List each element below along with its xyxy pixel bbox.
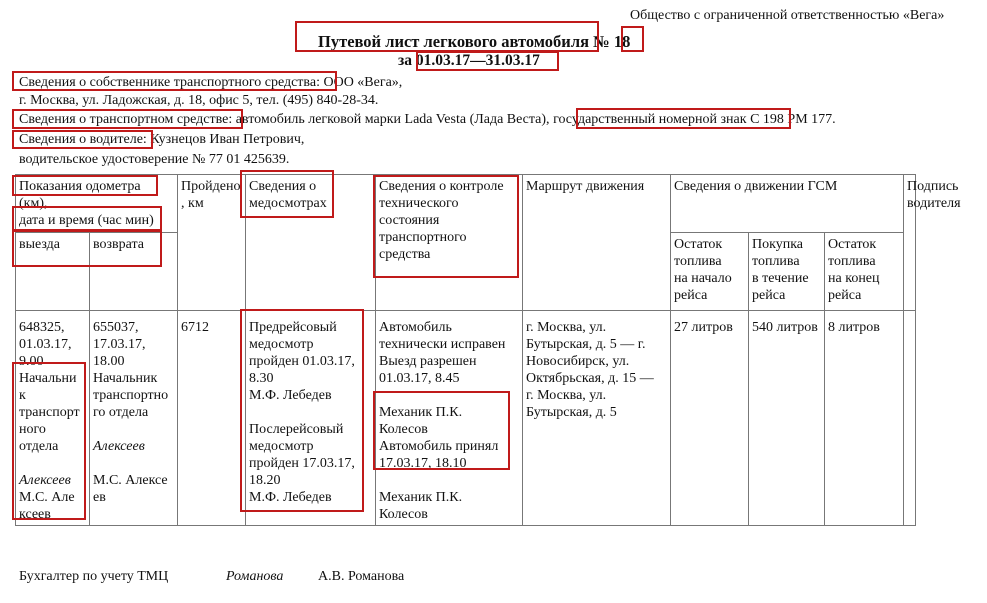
departure-signer-name: М.С. Але: [19, 490, 75, 505]
medical-post-line: медосмотр: [249, 439, 314, 454]
period-value: 01.03.17—31.03.17: [415, 52, 540, 69]
tech-mechanic-line: Колесов: [379, 507, 428, 522]
fuel-end-header: [825, 233, 904, 311]
tech-post-line: Автомобиль принял: [379, 439, 499, 454]
departure-signer: Начальни: [19, 371, 77, 386]
vehicle-value: автомобиль легковой марки Lada Vesta (Лада Веста),: [232, 112, 550, 127]
tech-header-line: Сведения о контроле: [379, 179, 504, 194]
distance-cell: 6712: [178, 311, 246, 526]
route-line: г. Москва, ул.: [526, 320, 607, 335]
tech-header-line: состояния: [379, 213, 440, 228]
departure-signer: транспорт: [19, 405, 80, 420]
departure-value: 9.00: [19, 354, 44, 369]
return-value: 17.03.17,: [93, 337, 146, 352]
waybill-number: 18: [613, 32, 631, 51]
route-line: г. Москва, ул.: [526, 388, 607, 403]
tech-pre-line: технически исправен: [379, 337, 506, 352]
fuel-purchase-header-line: рейса: [752, 288, 786, 303]
odometer-header-line: Показания одометра: [19, 179, 141, 194]
tech-post-line: 17.03.17, 18.10: [379, 456, 467, 471]
driver-line: [19, 132, 304, 148]
odometer-header: [16, 175, 178, 233]
return-signer: транспортно: [93, 388, 169, 403]
owner-label: Сведения о собственнике транспортного средства:: [19, 75, 320, 90]
route-cell: [523, 311, 671, 526]
route-line: Новосибирск, ул.: [526, 354, 630, 369]
tech-mechanic-line: Механик П.К.: [379, 490, 463, 505]
medical-post-line: Послерейсовый: [249, 422, 344, 437]
fuel-end-cell: 8 литров: [825, 311, 904, 526]
owner-line: [19, 75, 402, 91]
fuel-start-header-line: топлива: [674, 254, 722, 269]
tech-pre-line: 01.03.17, 8.45: [379, 371, 460, 386]
departure-value: 648325,: [19, 320, 65, 335]
tech-pre-line: Выезд разрешен: [379, 354, 477, 369]
departure-signer: ного: [19, 422, 46, 437]
route-header: Маршрут движения: [523, 175, 671, 311]
departure-signature: Алексеев: [19, 473, 71, 488]
fuel-start-header-line: рейса: [674, 288, 708, 303]
medical-post-line: 18.20: [249, 473, 281, 488]
departure-signer-name: ксеев: [19, 507, 51, 522]
driver-label: Сведения о водителе:: [19, 132, 147, 147]
tech-post-line: Колесов: [379, 422, 428, 437]
medical-pre-line: 8.30: [249, 371, 274, 386]
medical-pre-line: пройден 01.03.17,: [249, 354, 355, 369]
medical-header: [246, 175, 376, 311]
return-signer: го отдела: [93, 405, 149, 420]
return-value: 18.00: [93, 354, 125, 369]
medical-pre-line: медосмотр: [249, 337, 314, 352]
departure-value: 01.03.17,: [19, 337, 72, 352]
driver-signature-cell: [904, 311, 916, 526]
period-prefix: за: [398, 52, 412, 69]
distance-header-line: Пройдено: [181, 179, 241, 194]
distance-header-line: , км: [181, 196, 204, 211]
organization-name: Общество с ограниченной ответственностью «Вега»: [630, 8, 945, 23]
medical-pre-line: М.Ф. Лебедев: [249, 388, 332, 403]
fuel-end-header-line: Остаток: [828, 237, 877, 252]
owner-address: г. Москва, ул. Ладожская, д. 18, офис 5, тел. (495) 840-28-34.: [19, 93, 379, 108]
accountant-signature: Романова: [226, 569, 284, 584]
waybill-table: [15, 174, 961, 526]
vehicle-label: Сведения о транспортном средстве:: [19, 112, 233, 127]
route-line: Октябрьская, д. 15 —: [526, 371, 654, 386]
signature-header-line: Подпись: [907, 179, 959, 194]
accountant-position: Бухгалтер по учету ТМЦ: [19, 569, 169, 584]
fuel-start-header: [671, 233, 749, 311]
return-signer: Начальник: [93, 371, 158, 386]
vehicle-line: [19, 112, 836, 128]
medical-post-line: М.Ф. Лебедев: [249, 490, 332, 505]
fuel-header: Сведения о движении ГСМ: [671, 175, 904, 233]
document-title: [318, 32, 630, 52]
tech-header-line: средства: [379, 247, 431, 262]
departure-signer: отдела: [19, 439, 59, 454]
signature-header-line: водителя: [907, 196, 961, 211]
departure-cell: [16, 311, 90, 526]
fuel-end-header-line: на конец: [828, 271, 880, 286]
fuel-purchase-header: [749, 233, 825, 311]
title-prefix: Путевой лист легкового автомобиля №: [318, 32, 610, 51]
fuel-purchase-header-line: топлива: [752, 254, 800, 269]
return-cell: [90, 311, 178, 526]
tech-control-header: [376, 175, 523, 311]
fuel-purchase-header-line: в течение: [752, 271, 809, 286]
departure-header: выезда: [16, 233, 90, 311]
return-signer-name: М.С. Алексе: [93, 473, 168, 488]
fuel-end-header-line: топлива: [828, 254, 876, 269]
odometer-header-line: дата и время (час мин): [19, 213, 154, 228]
return-signature: Алексеев: [93, 439, 145, 454]
accountant-name: А.В. Романова: [318, 569, 405, 584]
odometer-header-line: (км),: [19, 196, 48, 211]
route-line: Бутырская, д. 5 — г.: [526, 337, 646, 352]
tech-header-line: технического: [379, 196, 459, 211]
fuel-start-cell: 27 литров: [671, 311, 749, 526]
driver-signature-header: [904, 175, 961, 311]
tech-post-line: Механик П.К.: [379, 405, 463, 420]
fuel-purchase-header-line: Покупка: [752, 237, 804, 252]
period-line: [398, 52, 540, 70]
departure-signer: к: [19, 388, 26, 403]
medical-header-line: Сведения о: [249, 179, 317, 194]
fuel-start-header-line: Остаток: [674, 237, 723, 252]
distance-header: [178, 175, 246, 311]
driver-value: Кузнецов Иван Петрович,: [146, 132, 305, 147]
fuel-start-header-line: на начало: [674, 271, 732, 286]
tech-header-line: транспортного: [379, 230, 467, 245]
fuel-end-header-line: рейса: [828, 288, 862, 303]
plate-label: государственный номерной знак: [553, 112, 747, 127]
owner-value: ООО «Вега»,: [319, 75, 403, 90]
route-line: Бутырская, д. 5: [526, 405, 617, 420]
medical-cell: [246, 311, 376, 526]
return-value: 655037,: [93, 320, 139, 335]
return-header: возврата: [90, 233, 178, 311]
tech-pre-line: Автомобиль: [379, 320, 452, 335]
plate-value: С 198 РМ 177.: [746, 112, 836, 127]
tech-control-cell: [376, 311, 523, 526]
driver-license: водительское удостоверение № 77 01 425639.: [19, 152, 290, 167]
fuel-purchase-cell: 540 литров: [749, 311, 825, 526]
medical-header-line: медосмотрах: [249, 196, 327, 211]
medical-post-line: пройден 17.03.17,: [249, 456, 355, 471]
return-signer-name: ев: [93, 490, 106, 505]
medical-pre-line: Предрейсовый: [249, 320, 337, 335]
